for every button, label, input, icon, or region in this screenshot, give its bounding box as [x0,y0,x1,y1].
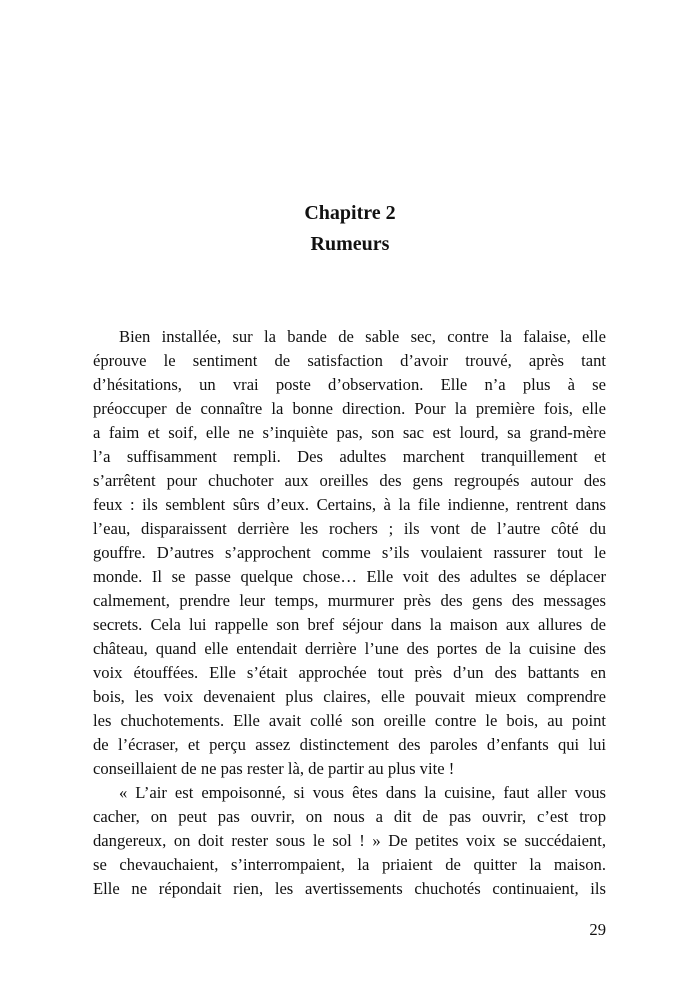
text-line: de l’écraser, et perçu assez distinctement des paroles d’enfants qui lui [93,735,606,754]
text-line: secrets. Cela lui rappelle son bref séjour dans la maison aux allures de [93,615,606,634]
chapter-number: Chapitre 2 [304,202,396,224]
text-line: gouffre. D’autres s’approchent comme s’ils voulaient rassurer tout le [93,543,606,562]
text-line: se chevauchaient, s’interrompaient, la priaient de quitter la maison. [93,855,606,874]
text-line: l’eau, disparaissent derrière les rochers ; ils vont de l’autre côté du [93,519,606,538]
chapter-title: Rumeurs [310,233,390,255]
text-line: cacher, on peut pas ouvrir, on nous a dit de pas ouvrir, c’est trop [93,807,606,826]
page-number: 29 [589,920,606,939]
text-line: calmement, prendre leur temps, murmurer près des gens des messages [93,591,606,610]
text-line: l’a suffisamment rempli. Des adultes marchent tranquillement et [93,447,606,466]
body-text [93,325,606,901]
text-line: feux : ils semblent sûrs d’eux. Certains, à la file indienne, rentrent dans [93,495,606,514]
text-line: les chuchotements. Elle avait collé son oreille contre le bois, au point [93,711,606,730]
text-line: préoccuper de connaître la bonne direction. Pour la première fois, elle [93,399,606,418]
text-line: Bien installée, sur la bande de sable sec, contre la falaise, elle [119,327,606,346]
text-line: Elle ne répondait rien, les avertissements chuchotés continuaient, ils [93,879,606,898]
text-line: s’arrêtent pour chuchoter aux oreilles des gens regroupés autour des [93,471,606,490]
text-line: conseillaient de ne pas rester là, de partir au plus vite ! [93,759,455,778]
text-line: château, quand elle entendait derrière l’une des portes de la cuisine des [93,639,606,658]
text-line: éprouve le sentiment de satisfaction d’avoir trouvé, après tant [93,351,606,370]
chapter-heading [0,198,700,260]
text-line: monde. Il se passe quelque chose… Elle voit des adultes se déplacer [93,567,606,586]
text-line: bois, les voix devenaient plus claires, elle pouvait mieux comprendre [93,687,606,706]
text-line: voix étouffées. Elle s’était approchée tout près d’un des battants en [93,663,606,682]
text-line: a faim et soif, elle ne s’inquiète pas, son sac est lourd, sa grand-mère [93,423,606,442]
text-line: d’hésitations, un vrai poste d’observation. Elle n’a plus à se [93,375,606,394]
text-line: « L’air est empoisonné, si vous êtes dans la cuisine, faut aller vous [119,783,606,802]
text-line: dangereux, on doit rester sous le sol ! » De petites voix se succédaient, [93,831,606,850]
